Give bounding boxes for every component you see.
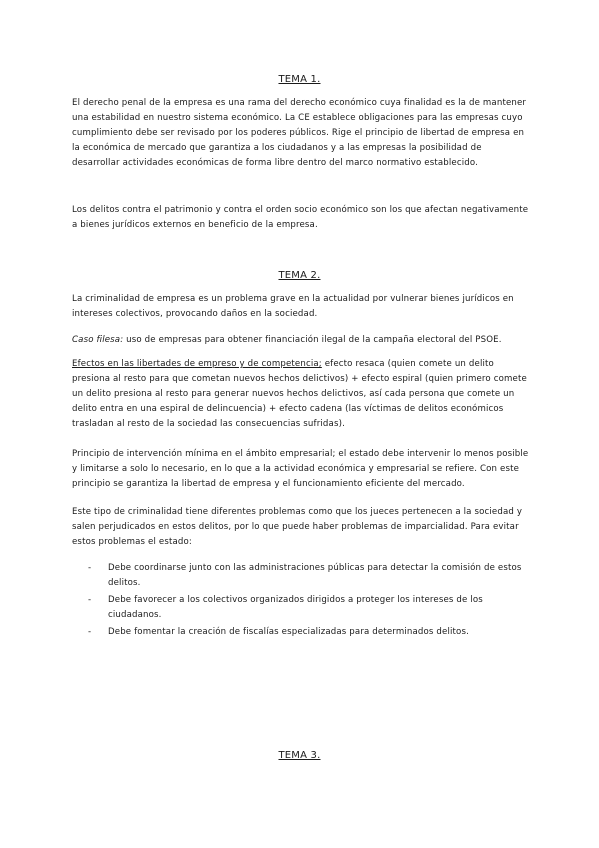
tema2-caso-paragraph [72,333,532,348]
tema2-principio-paragraph: Principio de intervención mínima en el ámbito empresarial; el estado debe intervenir lo menos posible y limitarse a solo lo necesario, en lo que a la actividad económica y empresarial se refiere. Con este principio se garantiza la libertad de empresa y el funcionamiento eficiente del mercado. [72,449,529,489]
bullet-dash: - [88,595,92,605]
tema2-heading: TEMA 2. [278,270,321,281]
efectos-label: Efectos en las libertades de empreso y de competencia; [72,359,322,369]
list-item [88,561,528,591]
tema1-paragraph-1: El derecho penal de la empresa es una rama del derecho económico cuya finalidad es la de mantener una estabilidad en nuestro sistema económico. La CE establece obligaciones para las empresas cuyo cumplimiento debe ser revisado por los poderes públicos. Rige el principio de libertad de empresa en la económica de mercado que garantiza a los ciudadanos y a las empresas la posibilidad de desarrollar actividades económicas de forma libre dentro del marco normativo establecido. [72,98,527,168]
bullet-dash: - [88,563,92,573]
tema1-paragraph-2: Los delitos contra el patrimonio y contra el orden socio económico son los que afectan negativamente a bienes jurídicos externos en beneficio de la empresa. [72,205,529,230]
tema3-heading: TEMA 3. [278,750,321,761]
caso-text: uso de empresas para obtener financiación ilegal de la campaña electoral del PSOE. [123,335,502,345]
bullet-text: Debe coordinarse junto con las administraciones públicas para detectar la comisión de estos delitos. [108,563,522,588]
tema2-tipo-paragraph: Este tipo de criminalidad tiene diferentes problemas como que los jueces pertenecen a la sociedad y salen perjudicados en estos delitos, por lo que puede haber problemas de imparcialidad. Para evitar estos problemas el estado: [72,507,523,547]
bullet-text: Debe fomentar la creación de fiscalías especializadas para determinados delitos. [108,627,469,637]
tema2-efectos-paragraph [72,357,532,432]
caso-label: Caso filesa: [72,335,124,345]
tema1-heading: TEMA 1. [278,74,321,85]
efectos-text: efecto resaca (quien comete un delito presiona al resto para que cometan nuevos hechos delictivos) + efecto espiral (quien primero comete un delito presiona al resto para generar nuevos hechos delictivos, así cada persona que comete un delito entra en una espiral de delincuencia) + efecto cadena (las víctimas de delitos económicos trasladan al resto de la sociedad las consecuencias sufridas). [72,359,527,429]
tema2-paragraph-1: La criminalidad de empresa es un problema grave en la actualidad por vulnerar bienes jurídicos en intereses colectivos, provocando daños en la sociedad. [72,294,514,319]
bullet-text: Debe favorecer a los colectivos organizados dirigidos a proteger los intereses de los ciudadanos. [108,595,483,620]
tema2-bullet-list [88,561,528,642]
list-item [88,593,528,623]
bullet-dash: - [88,627,92,637]
list-item [88,625,528,640]
